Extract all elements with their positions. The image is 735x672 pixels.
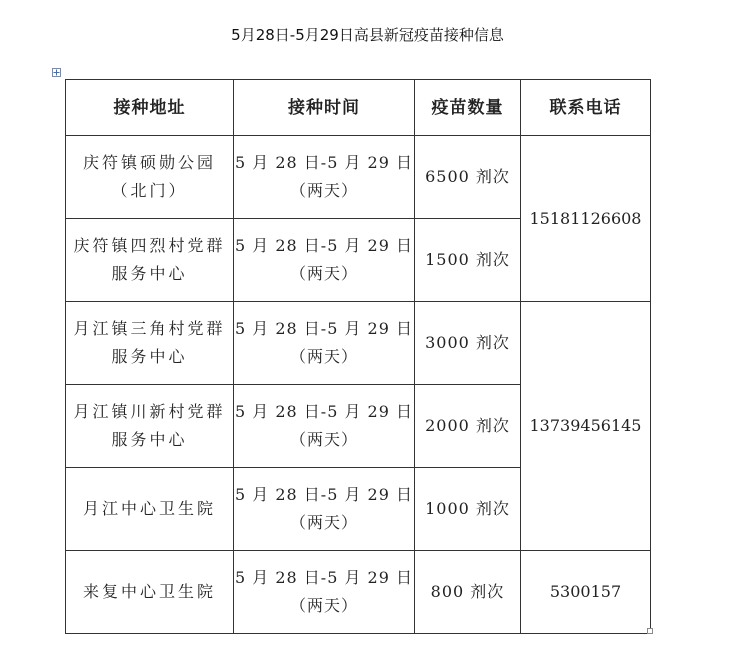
time-duration: （两天） bbox=[289, 513, 358, 532]
address-line: 月江镇川新村党群 bbox=[73, 402, 226, 421]
time-cell bbox=[234, 551, 415, 634]
address-line: 庆符镇四烈村党群 bbox=[73, 236, 226, 255]
time-duration: （两天） bbox=[289, 264, 358, 283]
quantity-cell: 6500 剂次 bbox=[415, 136, 521, 219]
address-line: 庆符镇硕勋公园 bbox=[82, 153, 216, 172]
time-cell bbox=[234, 219, 415, 302]
header-quantity: 疫苗数量 bbox=[415, 80, 521, 136]
table-row bbox=[66, 136, 651, 219]
time-range: 5 月 28 日-5 月 29 日 bbox=[234, 485, 413, 504]
quantity-cell: 800 剂次 bbox=[415, 551, 521, 634]
time-duration: （两天） bbox=[289, 430, 358, 449]
phone-cell: 13739456145 bbox=[521, 302, 651, 551]
address-line: 来复中心卫生院 bbox=[82, 582, 216, 601]
address-line: 服务中心 bbox=[111, 264, 188, 283]
vaccination-table bbox=[65, 79, 651, 634]
address-line: 月江中心卫生院 bbox=[82, 499, 216, 518]
quantity-cell: 3000 剂次 bbox=[415, 302, 521, 385]
address-line: 服务中心 bbox=[111, 430, 188, 449]
time-cell bbox=[234, 136, 415, 219]
phone-cell: 5300157 bbox=[521, 551, 651, 634]
time-duration: （两天） bbox=[289, 596, 358, 615]
quantity-cell: 1500 剂次 bbox=[415, 219, 521, 302]
time-duration: （两天） bbox=[289, 347, 358, 366]
address-cell bbox=[66, 468, 234, 551]
time-range: 5 月 28 日-5 月 29 日 bbox=[234, 236, 413, 255]
address-cell bbox=[66, 302, 234, 385]
address-cell bbox=[66, 385, 234, 468]
address-cell bbox=[66, 551, 234, 634]
header-phone: 联系电话 bbox=[521, 80, 651, 136]
time-cell bbox=[234, 468, 415, 551]
address-cell bbox=[66, 219, 234, 302]
time-range: 5 月 28 日-5 月 29 日 bbox=[234, 568, 413, 587]
table-move-handle-icon[interactable] bbox=[52, 68, 61, 77]
address-line: 服务中心 bbox=[111, 347, 188, 366]
time-range: 5 月 28 日-5 月 29 日 bbox=[234, 319, 413, 338]
address-line: 月江镇三角村党群 bbox=[73, 319, 226, 338]
address-cell bbox=[66, 136, 234, 219]
time-range: 5 月 28 日-5 月 29 日 bbox=[234, 402, 413, 421]
header-time: 接种时间 bbox=[234, 80, 415, 136]
table-row bbox=[66, 551, 651, 634]
header-row bbox=[66, 80, 651, 136]
time-range: 5 月 28 日-5 月 29 日 bbox=[234, 153, 413, 172]
table-row bbox=[66, 302, 651, 385]
time-cell bbox=[234, 302, 415, 385]
document-title: 5月28日-5月29日高县新冠疫苗接种信息 bbox=[231, 26, 504, 44]
time-duration: （两天） bbox=[289, 181, 358, 200]
quantity-cell: 1000 剂次 bbox=[415, 468, 521, 551]
quantity-cell: 2000 剂次 bbox=[415, 385, 521, 468]
header-address: 接种地址 bbox=[66, 80, 234, 136]
table-resize-handle-icon[interactable] bbox=[647, 628, 653, 634]
time-cell bbox=[234, 385, 415, 468]
address-line: （北门） bbox=[111, 181, 188, 200]
phone-cell: 15181126608 bbox=[521, 136, 651, 302]
